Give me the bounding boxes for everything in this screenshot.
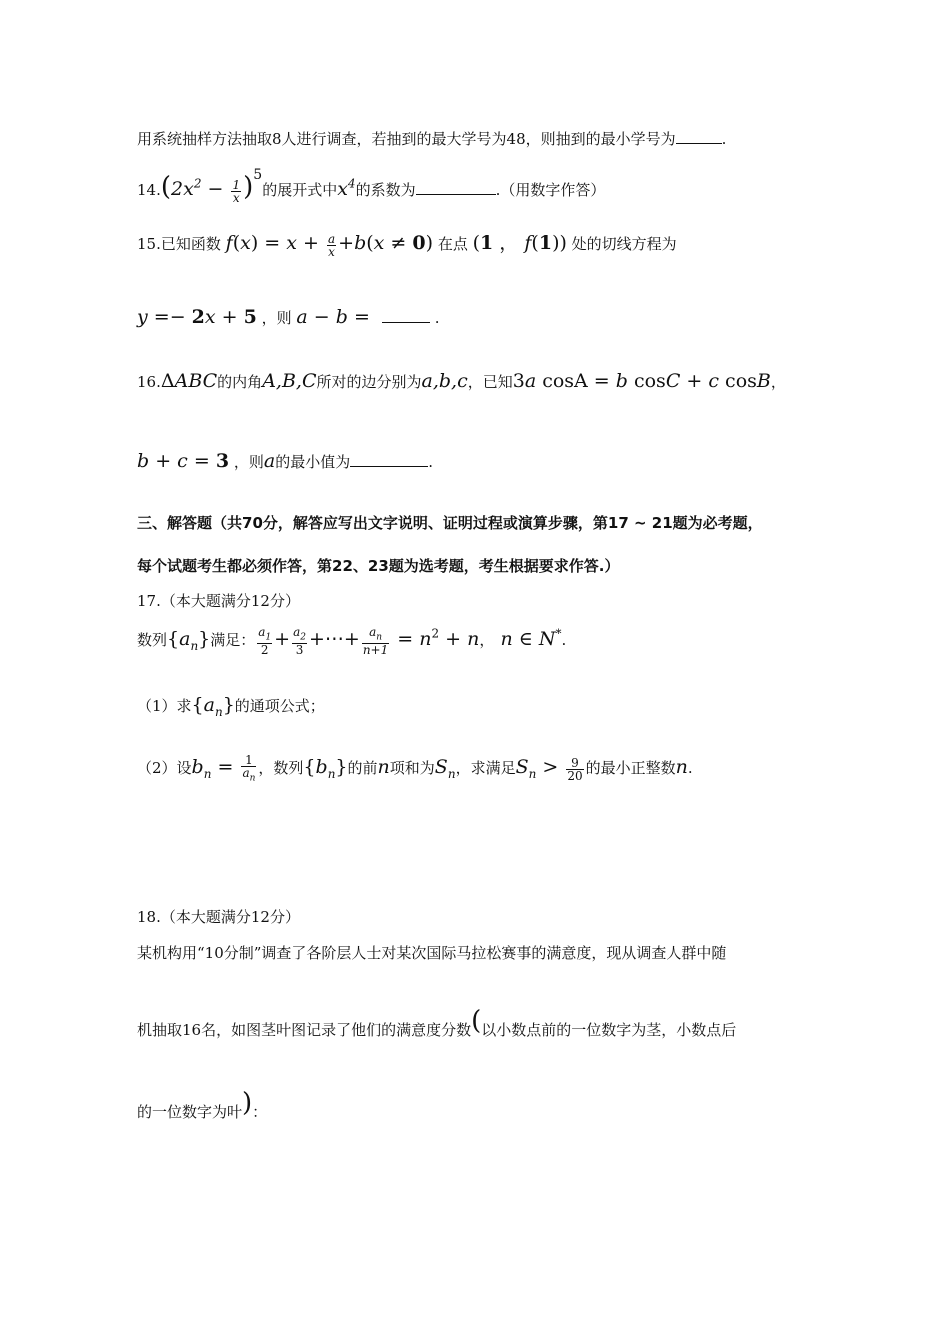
q17-p1-seq: $\{a_n\}$ xyxy=(191,694,235,719)
q14-text2: 的系数为 xyxy=(355,181,416,199)
section3-line2: 每个试题考生都必须作答，第22、23题为选考题，考生根据要求作答.） xyxy=(137,557,620,575)
q15-ab: a xyxy=(296,306,308,328)
q16-text7: . xyxy=(428,453,433,471)
q13-line xyxy=(137,128,726,149)
section3-line1: 三、解答题（共70分，解答应写出文字说明、证明过程或演算步骤，第17 ~ 21题为必考题， xyxy=(137,514,763,532)
q15-text4: ，则 xyxy=(261,309,292,327)
q15-text5: . xyxy=(434,309,440,327)
q18-line2b-text: 以小数点前的一位数字为茎，小数点后 xyxy=(481,1021,737,1039)
q17-p2c: 的前 xyxy=(347,759,378,778)
q18-line2: 机抽取16名，如图茎叶图记录了他们的满意度分数(以小数点前的一位数字为茎，小数点后 xyxy=(137,1006,737,1039)
q17-p2b: ，数列 xyxy=(258,759,304,778)
q14-number: 14. xyxy=(137,181,161,199)
q16-sides: a,b,c xyxy=(421,370,468,392)
q18-line1: 某机构用“10分制”调查了各阶层人士对某次国际马拉松赛事的满意度，现从调查人群中随 xyxy=(137,944,727,962)
q16-text4: ， xyxy=(770,373,786,391)
q17-p2e: ，求满足 xyxy=(455,759,516,778)
q15-function: f xyxy=(225,232,233,254)
q15-text1: 已知函数 xyxy=(160,235,221,253)
q15-tangent: y xyxy=(137,306,148,328)
q17-bn-seq: $\{b_n\}$ xyxy=(303,756,348,781)
q16-triangle: ΔABC xyxy=(160,370,218,392)
q17-p2d: 项和为 xyxy=(389,759,435,778)
q16-text3: ，已知 xyxy=(467,373,513,391)
q15-text2: 在点 xyxy=(437,235,468,253)
q15-text3: 处的切线方程为 xyxy=(571,235,677,253)
q16-line1 xyxy=(137,370,786,392)
q17-header: 17.（本大题满分12分） xyxy=(137,592,300,610)
q17-p2g: . xyxy=(687,759,693,778)
q14-expression: ( xyxy=(160,172,172,202)
q16-text6: 的最小值为 xyxy=(275,453,351,471)
q18-line2-text: 机抽取16名，如图茎叶图记录了他们的满意度分数 xyxy=(137,1021,472,1039)
q18-line3b-text: ： xyxy=(252,1103,268,1121)
q17-sequence: $\{a_n\}$ xyxy=(167,628,211,653)
q14-x4: $x^4$ xyxy=(337,176,356,200)
q16-blank xyxy=(350,452,428,467)
q17-part1 xyxy=(137,694,325,719)
q15-line2: y =− 2x + 5 ，则 a − b = . xyxy=(137,306,440,328)
q16-text5: ，则 xyxy=(233,453,264,471)
q17-intro4: . xyxy=(561,631,567,650)
q18-line3-text: 的一位数字为叶 xyxy=(137,1103,243,1121)
q14-line: $14.(2x^2$ − $\frac{1}{x}$ )$^5$的展开式中$x^4$的系数为 .（用数字作答） xyxy=(137,167,606,205)
q17-intro3: ， xyxy=(479,631,495,650)
q16-number: 16. xyxy=(137,373,161,391)
q14-text1: 的展开式中 xyxy=(262,181,338,199)
q16-condition: 3a cosA = b cosC + c cosB xyxy=(512,370,771,392)
q16-text2: 所对的边分别为 xyxy=(316,373,422,391)
q16-a: a xyxy=(263,450,276,472)
q15-number: 15. xyxy=(137,235,161,253)
q17-intro1: 数列 xyxy=(137,631,168,650)
q18-header: 18.（本大题满分12分） xyxy=(137,908,300,926)
q16-sum: b + c = 3 xyxy=(137,450,230,472)
q17-part2: （2）设$b_n$ = $\frac{1}{a_n}$ ，数列$\{b_n\}$的前n项和为$S_n$，求满足$S_n$ > $\frac{9}{20}$ 的最小正整数n. xyxy=(137,753,693,784)
q16-text1: 的内角 xyxy=(217,373,263,391)
q17-intro2: 满足： xyxy=(210,631,256,650)
q17-p2f: 的最小正整数 xyxy=(585,759,676,778)
q17-intro: 数列$\{a_n\}$满足： $\frac{a_1}{2}$ + $\frac{a_2}{3}$ +⋯+ $\frac{a_n}{n+1}$ = $n^2 + n$， n ∈ N*. xyxy=(137,625,567,658)
q13-text: 用系统抽样方法抽取8人进行调查，若抽到的最大学号为48，则抽到的最小学号为 xyxy=(137,130,676,148)
q17-p2a: （2）设 xyxy=(137,759,192,778)
q15-line1: 15.已知函数 f(x) = x + $\frac{a}{x}$ +b(x ≠ 0) 在点 (1 ， f(1)) 处的切线方程为 xyxy=(137,231,677,259)
q15-blank xyxy=(382,308,430,323)
q13-blank xyxy=(676,129,722,144)
q13-end: . xyxy=(721,130,727,148)
q17-p1a: （1）求 xyxy=(137,697,192,715)
q16-line2 xyxy=(137,450,433,472)
q18-line3: 的一位数字为叶)： xyxy=(137,1088,268,1121)
q15-point: (1 ， f(1)) xyxy=(472,232,567,254)
q17-bn-def: $b_n$ xyxy=(191,756,212,781)
q16-angles: A,B,C xyxy=(262,370,317,392)
q14-blank xyxy=(416,180,496,195)
q14-text3: .（用数字作答） xyxy=(495,181,606,199)
q17-p1b: 的通项公式； xyxy=(234,697,325,715)
